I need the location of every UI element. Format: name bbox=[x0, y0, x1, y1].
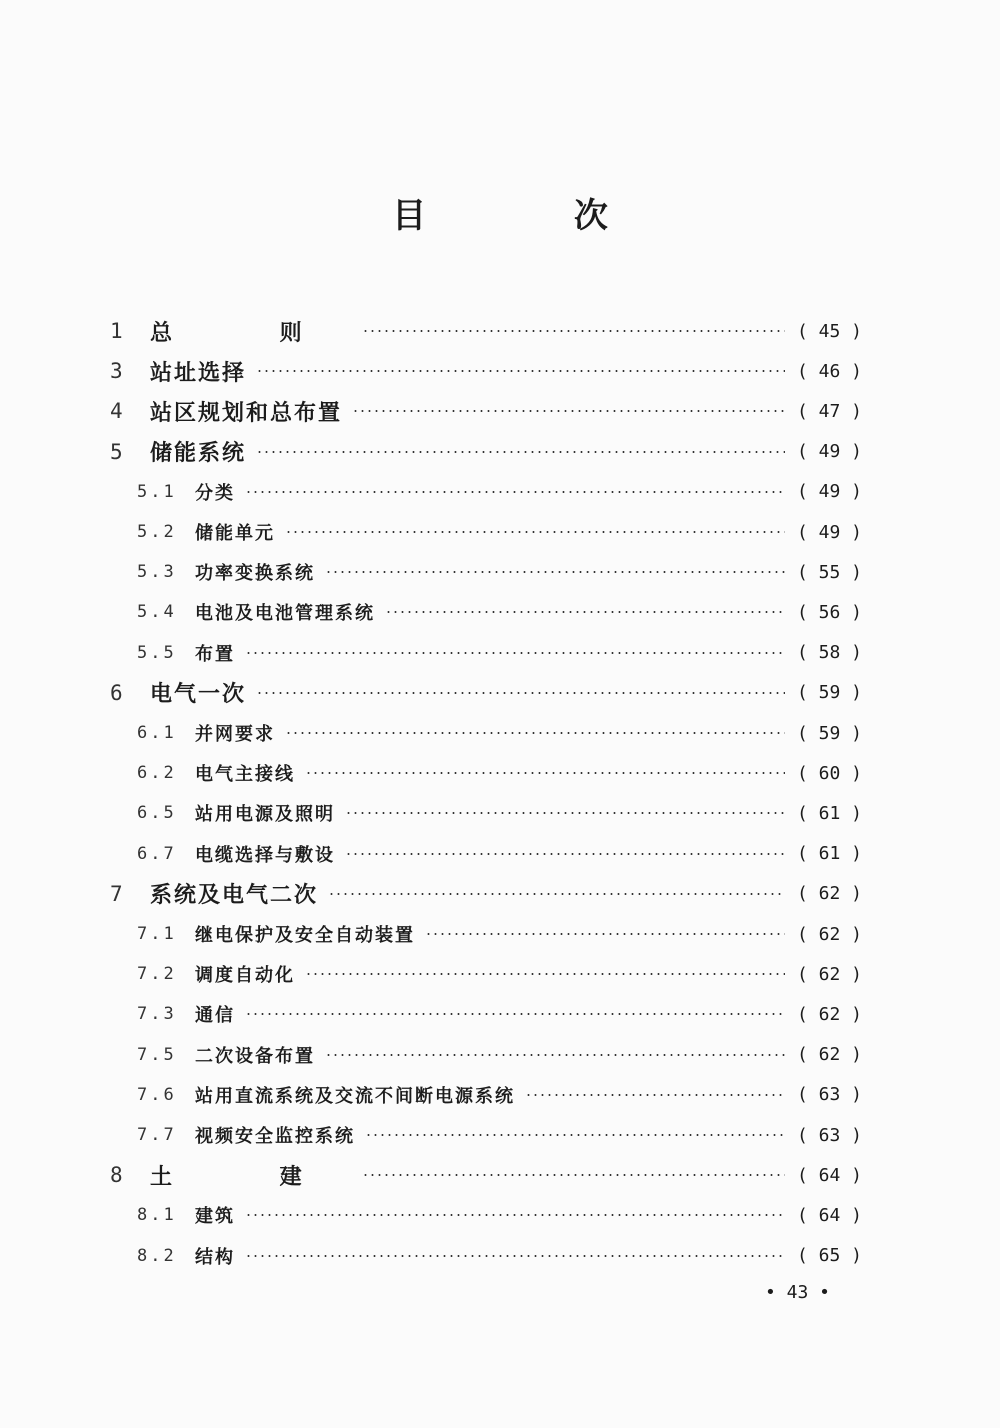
toc-entry-number: 7.2 bbox=[137, 964, 177, 985]
toc-entry-page: ( 61 ) bbox=[797, 843, 863, 865]
toc-entry-title: 总 则 bbox=[150, 319, 352, 346]
toc-entry-page: ( 56 ) bbox=[797, 601, 863, 623]
dot-leader bbox=[256, 451, 785, 453]
toc-entry-page: ( 49 ) bbox=[797, 441, 863, 463]
toc-entry-number: 7.5 bbox=[137, 1044, 177, 1065]
toc-entry-title: 功率变换系统 bbox=[195, 563, 315, 585]
toc-entry bbox=[110, 879, 863, 909]
toc-entry-title: 视频安全监控系统 bbox=[195, 1126, 355, 1147]
toc-entry-number: 6.5 bbox=[137, 803, 177, 824]
toc-entry bbox=[110, 999, 863, 1029]
toc-entry bbox=[110, 798, 863, 828]
toc-entry-page: ( 62 ) bbox=[797, 923, 863, 945]
toc-entry-page: ( 62 ) bbox=[797, 883, 863, 905]
toc-entry bbox=[110, 1040, 863, 1070]
toc-entry-title: 站址选择 bbox=[150, 359, 247, 386]
toc-entry-number: 6.7 bbox=[137, 843, 177, 864]
toc-entry bbox=[110, 959, 863, 989]
toc-entry bbox=[110, 678, 863, 708]
dot-leader bbox=[245, 1013, 785, 1015]
dot-leader bbox=[245, 491, 785, 493]
toc-entry bbox=[110, 477, 863, 507]
dot-leader bbox=[256, 692, 785, 694]
toc-entry-title: 站用直流系统及交流不间断电源系统 bbox=[195, 1085, 515, 1107]
page-number: • 43 • bbox=[765, 1282, 831, 1303]
toc-entry bbox=[110, 437, 863, 467]
dot-leader bbox=[365, 1134, 785, 1136]
toc-entry bbox=[110, 557, 863, 587]
dot-leader bbox=[245, 1255, 785, 1257]
dot-leader bbox=[362, 330, 785, 332]
toc-entry-title: 结构 bbox=[195, 1246, 235, 1268]
toc-entry-number: 8 bbox=[110, 1163, 123, 1188]
toc-entry-title: 二次设备布置 bbox=[195, 1045, 315, 1067]
toc-entry-page: ( 59 ) bbox=[797, 682, 863, 704]
toc-entry-page: ( 55 ) bbox=[797, 561, 863, 583]
toc-entry-title: 继电保护及安全自动装置 bbox=[195, 925, 415, 946]
dot-leader bbox=[328, 893, 785, 895]
toc-entry-title: 电缆选择与敷设 bbox=[195, 844, 335, 866]
toc-entry-number: 3 bbox=[110, 359, 123, 384]
toc-entry-number: 7.6 bbox=[137, 1084, 177, 1105]
dot-leader bbox=[285, 732, 785, 734]
dot-leader bbox=[245, 652, 785, 654]
dot-leader bbox=[325, 571, 785, 573]
toc-entry bbox=[110, 638, 863, 668]
toc-entry-number: 5.4 bbox=[137, 602, 177, 623]
dot-leader bbox=[425, 933, 785, 935]
dot-leader bbox=[285, 531, 785, 533]
toc-entry-title: 调度自动化 bbox=[195, 965, 295, 987]
toc-entry-number: 6.2 bbox=[137, 763, 177, 784]
toc-entry bbox=[110, 396, 863, 426]
toc-entry-title: 电池及电池管理系统 bbox=[195, 603, 375, 625]
toc-entry-number: 7.7 bbox=[137, 1125, 177, 1145]
toc-entry-page: ( 47 ) bbox=[797, 400, 863, 422]
toc-entry bbox=[110, 1160, 863, 1190]
toc-entry-page: ( 64 ) bbox=[797, 1204, 863, 1226]
dot-leader bbox=[325, 1054, 785, 1056]
toc-entry-number: 7.3 bbox=[137, 1004, 177, 1025]
toc-entry-page: ( 61 ) bbox=[797, 802, 863, 824]
toc-entry-number: 8.2 bbox=[137, 1245, 177, 1266]
toc-entry bbox=[110, 517, 863, 547]
toc-entry bbox=[110, 1080, 863, 1110]
toc-entry-number: 5.2 bbox=[137, 522, 177, 542]
toc-entry-page: ( 49 ) bbox=[797, 521, 863, 543]
toc-entry bbox=[110, 356, 863, 386]
toc-entry-title: 布置 bbox=[195, 643, 235, 665]
toc-entry-title: 分类 bbox=[195, 482, 235, 504]
toc-entry-number: 5.5 bbox=[137, 642, 177, 663]
toc-entry-title: 站用电源及照明 bbox=[195, 804, 335, 826]
dot-leader bbox=[362, 1174, 785, 1176]
toc-entry-number: 8.1 bbox=[137, 1205, 177, 1226]
toc-entry-page: ( 45 ) bbox=[797, 320, 863, 342]
toc-entry-page: ( 62 ) bbox=[797, 1003, 863, 1025]
toc-entry-title: 土 建 bbox=[150, 1163, 352, 1190]
dot-leader bbox=[352, 410, 785, 412]
dot-leader bbox=[345, 853, 785, 855]
toc-entry-page: ( 60 ) bbox=[797, 762, 863, 784]
toc-entry-title: 电气一次 bbox=[150, 681, 247, 708]
toc-entry bbox=[110, 718, 863, 748]
toc-entry-number: 6 bbox=[110, 680, 123, 705]
toc-entry-number: 1 bbox=[110, 319, 123, 343]
toc-entry-page: ( 59 ) bbox=[797, 722, 863, 744]
dot-leader bbox=[345, 812, 785, 814]
toc-entry-page: ( 63 ) bbox=[797, 1124, 863, 1146]
toc-entry-number: 4 bbox=[110, 399, 123, 424]
toc-entry-page: ( 62 ) bbox=[797, 963, 863, 985]
toc-entry-page: ( 65 ) bbox=[797, 1245, 863, 1267]
toc-entry-number: 5.1 bbox=[137, 481, 177, 502]
toc-entry-number: 6.1 bbox=[137, 723, 177, 743]
dot-leader bbox=[305, 973, 785, 975]
dot-leader bbox=[525, 1094, 785, 1096]
toc-entry-page: ( 49 ) bbox=[797, 481, 863, 503]
toc-entry-number: 5.3 bbox=[137, 562, 177, 583]
toc-entry bbox=[110, 1241, 863, 1271]
toc-entry-number: 7 bbox=[110, 881, 123, 906]
dot-leader bbox=[256, 370, 785, 372]
dot-leader bbox=[305, 772, 785, 774]
toc-entry-title: 通信 bbox=[195, 1005, 235, 1027]
dot-leader bbox=[385, 611, 785, 613]
toc-entry-title: 并网要求 bbox=[195, 724, 275, 745]
dot-leader bbox=[245, 1214, 785, 1216]
toc-entry-page: ( 46 ) bbox=[797, 360, 863, 382]
toc-entry bbox=[110, 839, 863, 869]
toc-entry-number: 7.1 bbox=[137, 924, 177, 944]
toc-entry bbox=[110, 919, 863, 949]
toc-entry-title: 系统及电气二次 bbox=[150, 882, 319, 909]
toc-entry-title: 储能系统 bbox=[150, 440, 247, 467]
toc-entry-title: 电气主接线 bbox=[195, 764, 295, 786]
toc-entry bbox=[110, 597, 863, 627]
toc-entry-page: ( 64 ) bbox=[797, 1164, 863, 1186]
toc-entry bbox=[110, 1200, 863, 1230]
toc-entry-page: ( 58 ) bbox=[797, 642, 863, 664]
toc-entry bbox=[110, 758, 863, 788]
toc-entry-title: 建筑 bbox=[195, 1206, 235, 1228]
toc-entry-title: 储能单元 bbox=[195, 523, 275, 544]
toc-entry bbox=[110, 316, 863, 346]
page-title: 目 次 bbox=[392, 196, 676, 236]
toc-entry bbox=[110, 1120, 863, 1150]
toc-entry-page: ( 62 ) bbox=[797, 1044, 863, 1066]
toc-entry-page: ( 63 ) bbox=[797, 1084, 863, 1106]
toc-entry-number: 5 bbox=[110, 439, 123, 464]
toc-entry-title: 站区规划和总布置 bbox=[150, 399, 343, 426]
